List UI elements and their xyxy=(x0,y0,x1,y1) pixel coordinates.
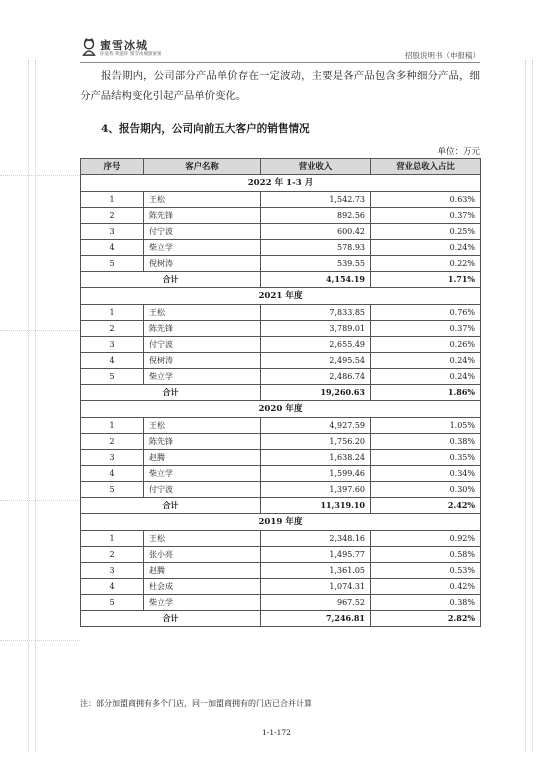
row-index: 1 xyxy=(81,192,144,208)
total-label: 合计 xyxy=(81,272,261,288)
total-label: 合计 xyxy=(81,611,261,627)
revenue-ratio: 0.24% xyxy=(371,240,481,256)
total-row xyxy=(81,498,481,514)
row-index: 3 xyxy=(81,450,144,466)
table-row xyxy=(81,353,481,369)
col-header-ratio: 营业总收入占比 xyxy=(371,159,481,175)
revenue-ratio: 0.30% xyxy=(371,482,481,498)
table-footnote: 注：部分加盟商拥有多个门店，同一加盟商拥有的门店已合并计算 xyxy=(80,699,312,708)
table-row xyxy=(81,369,481,385)
unit-label: 单位：万元 xyxy=(437,147,480,157)
logo-brand-name: 蜜雪冰城 xyxy=(100,39,148,52)
table-row xyxy=(81,434,481,450)
header-divider xyxy=(80,62,480,63)
total-revenue: 4,154.19 xyxy=(261,272,371,288)
customer-name: 柴立学 xyxy=(144,369,261,385)
page-number: 1-1-172 xyxy=(262,728,291,737)
table-row xyxy=(81,450,481,466)
revenue-value: 1,074.31 xyxy=(261,579,371,595)
row-index: 1 xyxy=(81,418,144,434)
total-row xyxy=(81,272,481,288)
customer-name: 柴立学 xyxy=(144,240,261,256)
row-index: 4 xyxy=(81,240,144,256)
table-body xyxy=(81,175,481,627)
row-index: 2 xyxy=(81,321,144,337)
revenue-ratio: 0.24% xyxy=(371,353,481,369)
row-index: 1 xyxy=(81,531,144,547)
customer-name: 王松 xyxy=(144,531,261,547)
top-customers-table xyxy=(80,158,481,627)
table-row xyxy=(81,418,481,434)
row-index: 3 xyxy=(81,337,144,353)
customer-name: 王松 xyxy=(144,418,261,434)
revenue-ratio: 0.76% xyxy=(371,305,481,321)
table-row xyxy=(81,595,481,611)
row-index: 1 xyxy=(81,305,144,321)
revenue-ratio: 0.92% xyxy=(371,531,481,547)
revenue-ratio: 0.63% xyxy=(371,192,481,208)
total-ratio: 2.82% xyxy=(371,611,481,627)
customer-name: 王松 xyxy=(144,192,261,208)
total-revenue: 7,246.81 xyxy=(261,611,371,627)
customer-name: 倪树涛 xyxy=(144,353,261,369)
customer-name: 柴立学 xyxy=(144,595,261,611)
total-revenue: 19,260.63 xyxy=(261,385,371,401)
row-index: 5 xyxy=(81,482,144,498)
revenue-ratio: 0.22% xyxy=(371,256,481,272)
total-ratio: 2.42% xyxy=(371,498,481,514)
period-header-row xyxy=(81,401,481,418)
table-row xyxy=(81,579,481,595)
total-revenue: 11,319.10 xyxy=(261,498,371,514)
row-index: 3 xyxy=(81,224,144,240)
total-ratio: 1.71% xyxy=(371,272,481,288)
period-header-row xyxy=(81,288,481,305)
customer-name: 付宁波 xyxy=(144,482,261,498)
revenue-ratio: 0.38% xyxy=(371,595,481,611)
revenue-ratio: 0.34% xyxy=(371,466,481,482)
revenue-value: 1,397.60 xyxy=(261,482,371,498)
customer-name: 陈先锋 xyxy=(144,321,261,337)
total-row xyxy=(81,385,481,401)
page-header xyxy=(80,36,480,64)
revenue-value: 892.56 xyxy=(261,208,371,224)
revenue-ratio: 0.58% xyxy=(371,547,481,563)
revenue-value: 1,638.24 xyxy=(261,450,371,466)
revenue-value: 578.93 xyxy=(261,240,371,256)
customer-name: 付宁波 xyxy=(144,337,261,353)
customer-name: 赵腾 xyxy=(144,450,261,466)
table-row xyxy=(81,563,481,579)
table-row xyxy=(81,547,481,563)
revenue-ratio: 0.53% xyxy=(371,563,481,579)
table-row xyxy=(81,482,481,498)
customer-name: 杜会成 xyxy=(144,579,261,595)
revenue-value: 2,348.16 xyxy=(261,531,371,547)
row-index: 5 xyxy=(81,595,144,611)
customer-name: 陈先锋 xyxy=(144,208,261,224)
customer-name: 陈先锋 xyxy=(144,434,261,450)
revenue-value: 2,655.49 xyxy=(261,337,371,353)
row-index: 5 xyxy=(81,256,144,272)
revenue-value: 4,927.59 xyxy=(261,418,371,434)
row-index: 2 xyxy=(81,434,144,450)
revenue-ratio: 0.35% xyxy=(371,450,481,466)
snowman-logo-icon xyxy=(80,38,98,56)
table-row xyxy=(81,531,481,547)
revenue-value: 539.55 xyxy=(261,256,371,272)
body-paragraph: 报告期内，公司部分产品单价存在一定波动，主要是各产品包含多种细分产品，细分产品结构变化引起产品单价变化。 xyxy=(80,70,480,102)
revenue-value: 1,495.77 xyxy=(261,547,371,563)
total-label: 合计 xyxy=(81,385,261,401)
table-row xyxy=(81,256,481,272)
period-header-row xyxy=(81,514,481,531)
revenue-ratio: 0.24% xyxy=(371,369,481,385)
col-header-index: 序号 xyxy=(81,159,144,175)
revenue-ratio: 0.37% xyxy=(371,208,481,224)
company-logo xyxy=(80,36,160,62)
customer-name: 赵腾 xyxy=(144,563,261,579)
table-row xyxy=(81,321,481,337)
period-label: 2019 年度 xyxy=(81,514,481,531)
table-header-row xyxy=(81,159,481,175)
period-label: 2021 年度 xyxy=(81,288,481,305)
section-heading: 4、报告期内，公司向前五大客户的销售情况 xyxy=(101,123,310,135)
revenue-ratio: 0.38% xyxy=(371,434,481,450)
table-row xyxy=(81,466,481,482)
total-label: 合计 xyxy=(81,498,261,514)
period-label: 2020 年度 xyxy=(81,401,481,418)
revenue-value: 967.52 xyxy=(261,595,371,611)
row-index: 2 xyxy=(81,208,144,224)
revenue-value: 2,486.74 xyxy=(261,369,371,385)
table-row xyxy=(81,337,481,353)
table-row xyxy=(81,240,481,256)
row-index: 5 xyxy=(81,369,144,385)
row-index: 4 xyxy=(81,353,144,369)
row-index: 4 xyxy=(81,579,144,595)
row-index: 4 xyxy=(81,466,144,482)
customer-name: 王松 xyxy=(144,305,261,321)
revenue-value: 1,542.73 xyxy=(261,192,371,208)
row-index: 3 xyxy=(81,563,144,579)
table-row xyxy=(81,208,481,224)
row-index: 2 xyxy=(81,547,144,563)
revenue-ratio: 1.05% xyxy=(371,418,481,434)
total-ratio: 1.86% xyxy=(371,385,481,401)
period-label: 2022 年 1-3 月 xyxy=(81,175,481,192)
customer-name: 倪树涛 xyxy=(144,256,261,272)
revenue-value: 1,599.46 xyxy=(261,466,371,482)
col-header-revenue: 营业收入 xyxy=(261,159,371,175)
revenue-value: 600.42 xyxy=(261,224,371,240)
logo-tagline: 你爱我 我爱你 蜜雪冰城甜蜜蜜 xyxy=(100,52,162,57)
customer-name: 柴立学 xyxy=(144,466,261,482)
customer-name: 付宁波 xyxy=(144,224,261,240)
table-row xyxy=(81,305,481,321)
revenue-ratio: 0.26% xyxy=(371,337,481,353)
revenue-ratio: 0.37% xyxy=(371,321,481,337)
revenue-ratio: 0.25% xyxy=(371,224,481,240)
document-title: 招股说明书（申报稿） xyxy=(405,51,480,60)
table-row xyxy=(81,192,481,208)
revenue-value: 7,833.85 xyxy=(261,305,371,321)
period-header-row xyxy=(81,175,481,192)
revenue-value: 3,789.01 xyxy=(261,321,371,337)
total-row xyxy=(81,611,481,627)
revenue-value: 1,361.05 xyxy=(261,563,371,579)
revenue-ratio: 0.42% xyxy=(371,579,481,595)
customer-name: 张小亮 xyxy=(144,547,261,563)
col-header-customer: 客户名称 xyxy=(144,159,261,175)
table-row xyxy=(81,224,481,240)
revenue-value: 1,756.20 xyxy=(261,434,371,450)
revenue-value: 2,495.54 xyxy=(261,353,371,369)
